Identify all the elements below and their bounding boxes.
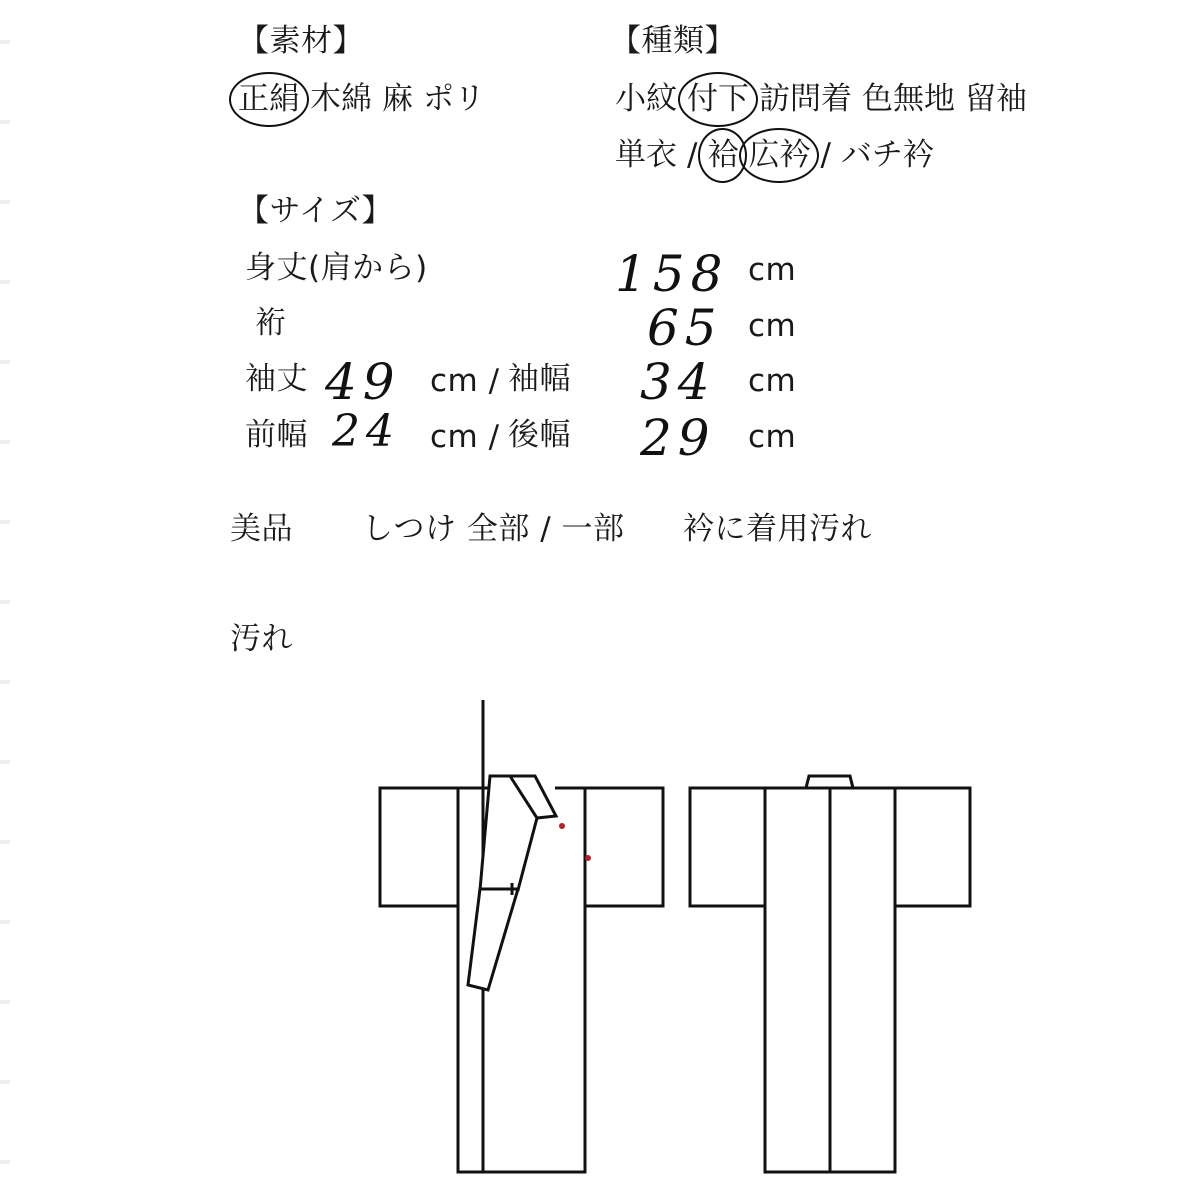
front-collar-strip [468,889,518,990]
maehaba-value: 24 [332,406,400,457]
type-option-awase: 袷 [707,137,739,173]
stain-mark-2 [585,855,591,861]
yuki-value: 65 [647,299,723,357]
stains-label: 汚れ [230,621,293,657]
sodehaba-value: 34 [640,353,716,411]
type-option-komon: 小紋 [615,81,677,117]
size-heading: 【サイズ】 [238,193,394,229]
yuki-label: 裄 [255,305,287,341]
condition-shitsuke: しつけ 全部 / 一部 [362,511,625,547]
kimono-back-diagram [690,776,970,1172]
front-left-sleeve [380,788,458,906]
type-option-houmongi: 訪問着 [759,81,852,117]
mitake-label: 身丈(肩から) [245,250,428,286]
type-option-tomesode: 留袖 [965,81,1027,117]
type-option-hiroeri: 広衿 [748,137,811,173]
material-option-silk: 正絹 [238,81,300,117]
type-option-iromuji: 色無地 [862,81,955,117]
maehaba-label: 前幅 [245,417,308,453]
condition-collar: 衿に着用汚れ [683,511,872,547]
sodehaba-label: 袖幅 [508,361,571,397]
sodetake-value: 49 [325,353,401,411]
material-option-poly: ポリ [423,81,485,117]
material-option-hemp: 麻 [382,81,413,117]
front-right-sleeve [585,788,663,906]
condition-beauty: 美品 [230,511,293,547]
type-sep-1: / [687,137,698,173]
type-sep-2: / [820,137,831,173]
type-option-tsukesage: 付下 [687,81,749,117]
kimono-front-diagram [380,700,663,1172]
back-right-sleeve [895,788,970,906]
atohaba-label: 後幅 [508,417,571,453]
atohaba-value: 29 [640,409,716,467]
sodetake-label: 袖丈 [245,361,308,397]
sodehaba-unit: cm [748,363,797,399]
back-left-sleeve [690,788,765,906]
yuki-unit: cm [748,308,797,344]
mitake-value: 158 [615,245,729,303]
mitake-unit: cm [748,252,797,288]
sodetake-unit: cm / [430,363,500,399]
back-collar [806,776,853,788]
type-option-hitoe: 単衣 [615,137,677,173]
material-option-cotton: 木綿 [310,81,372,117]
type-heading: 【種類】 [610,23,736,59]
stain-mark-1 [559,823,565,829]
atohaba-unit: cm [748,419,797,455]
material-heading: 【素材】 [238,23,364,59]
type-option-bachieri: バチ衿 [840,137,934,173]
maehaba-unit: cm / [430,419,500,455]
